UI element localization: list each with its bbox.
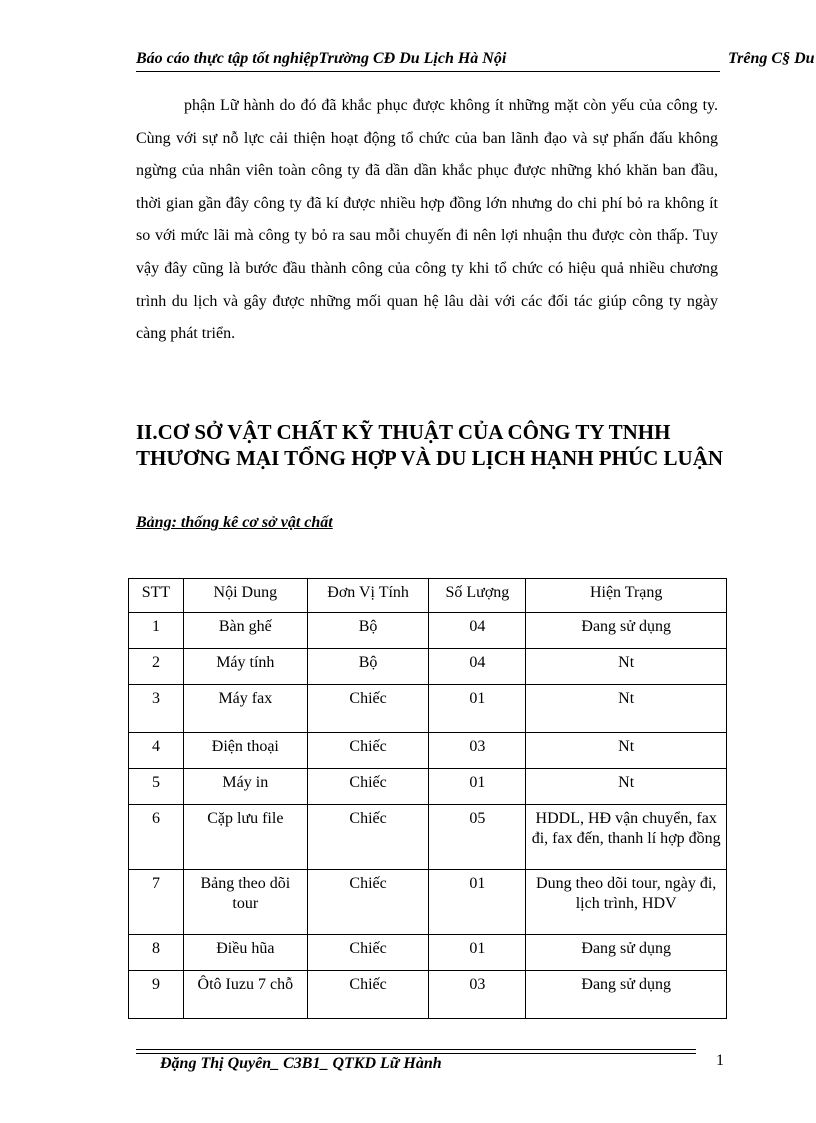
cell-hien-trang: Nt: [526, 769, 727, 805]
header-rule: [136, 71, 720, 72]
cell-don-vi-tinh: Bộ: [307, 613, 429, 649]
cell-so-luong: 01: [429, 685, 526, 733]
cell-don-vi-tinh: Chiếc: [307, 870, 429, 935]
table-caption: Bảng: thống kê cơ sở vật chất: [136, 514, 333, 531]
cell-stt: 7: [129, 870, 184, 935]
header-hien-trang: Hiện Trạng: [526, 579, 727, 613]
facilities-table: [128, 578, 727, 1019]
cell-don-vi-tinh: Bộ: [307, 649, 429, 685]
cell-noi-dung: Máy fax: [183, 685, 307, 733]
cell-noi-dung: Bàn ghế: [183, 613, 307, 649]
cell-don-vi-tinh: Chiếc: [307, 685, 429, 733]
cell-noi-dung: Máy tính: [183, 649, 307, 685]
page-number: 1: [716, 1052, 724, 1069]
cell-stt: 1: [129, 613, 184, 649]
cell-noi-dung: Điều hũa: [183, 935, 307, 971]
cell-noi-dung: Bảng theo dõi tour: [183, 870, 307, 935]
cell-stt: 8: [129, 935, 184, 971]
cell-hien-trang: Đang sử dụng: [526, 971, 727, 1019]
cell-so-luong: 03: [429, 971, 526, 1019]
cell-hien-trang: Nt: [526, 733, 727, 769]
cell-don-vi-tinh: Chiếc: [307, 733, 429, 769]
cell-hien-trang: HDDL, HĐ vận chuyển, fax đi, fax đến, thanh lí hợp đồng: [526, 805, 727, 870]
table-row: [129, 769, 727, 805]
cell-stt: 9: [129, 971, 184, 1019]
cell-noi-dung: Cặp lưu file: [183, 805, 307, 870]
footer-author: Đặng Thị Quyên_ C3B1_ QTKD Lữ Hành: [160, 1055, 442, 1072]
cell-so-luong: 01: [429, 935, 526, 971]
cell-so-luong: 01: [429, 870, 526, 935]
footer-rule: [136, 1049, 696, 1050]
table-row: [129, 685, 727, 733]
cell-don-vi-tinh: Chiếc: [307, 971, 429, 1019]
table-header-row: [129, 579, 727, 613]
header-right-text: Trêng C§ Du: [728, 50, 815, 67]
cell-stt: 3: [129, 685, 184, 733]
cell-stt: 2: [129, 649, 184, 685]
table-row: [129, 935, 727, 971]
cell-so-luong: 04: [429, 649, 526, 685]
section-title: II.CƠ SỞ VẬT CHẤT KỸ THUẬT CỦA CÔNG TY TNHH THƯƠNG MẠI TỔNG HỢP VÀ DU LỊCH HẠNH PHÚC LUẬN: [136, 420, 724, 470]
cell-stt: 5: [129, 769, 184, 805]
cell-stt: 4: [129, 733, 184, 769]
table-row: [129, 870, 727, 935]
cell-so-luong: 05: [429, 805, 526, 870]
cell-noi-dung: Máy in: [183, 769, 307, 805]
footer-rule: [136, 1053, 696, 1054]
table-row: [129, 805, 727, 870]
header-don-vi-tinh: Đơn Vị Tính: [307, 579, 429, 613]
cell-so-luong: 01: [429, 769, 526, 805]
header-left-text: Báo cáo thực tập tốt nghiệpTrường CĐ Du Lịch Hà Nội: [136, 50, 507, 67]
table-row: [129, 971, 727, 1019]
cell-hien-trang: Đang sử dụng: [526, 613, 727, 649]
page-header: [136, 48, 816, 72]
cell-don-vi-tinh: Chiếc: [307, 805, 429, 870]
cell-don-vi-tinh: Chiếc: [307, 935, 429, 971]
cell-so-luong: 03: [429, 733, 526, 769]
table-row: [129, 613, 727, 649]
cell-don-vi-tinh: Chiếc: [307, 769, 429, 805]
body-paragraph: phận Lữ hành do đó đã khắc phục được không ít những mặt còn yếu của công ty. Cùng với sự nỗ lực cải thiện hoạt động tổ chức của ban lãnh đạo và sự phấn đấu không ngừng của nhân viên toàn công ty đã dần dần khắc phục được những khó khăn ban đầu, thời gian gần đây công ty đã kí được nhiều hợp đồng lớn nhưng do chi phí bỏ ra không ít so với mức lãi mà công ty bỏ ra sau mỗi chuyến đi nên lợi nhuận thu được còn thấp. Tuy vậy đây cũng là bước đầu thành công của công ty khi tổ chức có hiệu quả nhiều chương trình du lịch và gây được những mối quan hệ lâu dài với các đối tác giúp công ty ngày càng phát triển.: [136, 97, 718, 343]
header-stt: STT: [129, 579, 184, 613]
cell-noi-dung: Ôtô Iuzu 7 chỗ: [183, 971, 307, 1019]
table-row: [129, 733, 727, 769]
cell-stt: 6: [129, 805, 184, 870]
table-row: [129, 649, 727, 685]
cell-hien-trang: Nt: [526, 649, 727, 685]
cell-noi-dung: Điện thoại: [183, 733, 307, 769]
header-so-luong: Số Lượng: [429, 579, 526, 613]
cell-hien-trang: Đang sử dụng: [526, 935, 727, 971]
cell-hien-trang: Nt: [526, 685, 727, 733]
cell-hien-trang: Dung theo dõi tour, ngày đi, lịch trình, HDV: [526, 870, 727, 935]
cell-so-luong: 04: [429, 613, 526, 649]
header-noi-dung: Nội Dung: [183, 579, 307, 613]
